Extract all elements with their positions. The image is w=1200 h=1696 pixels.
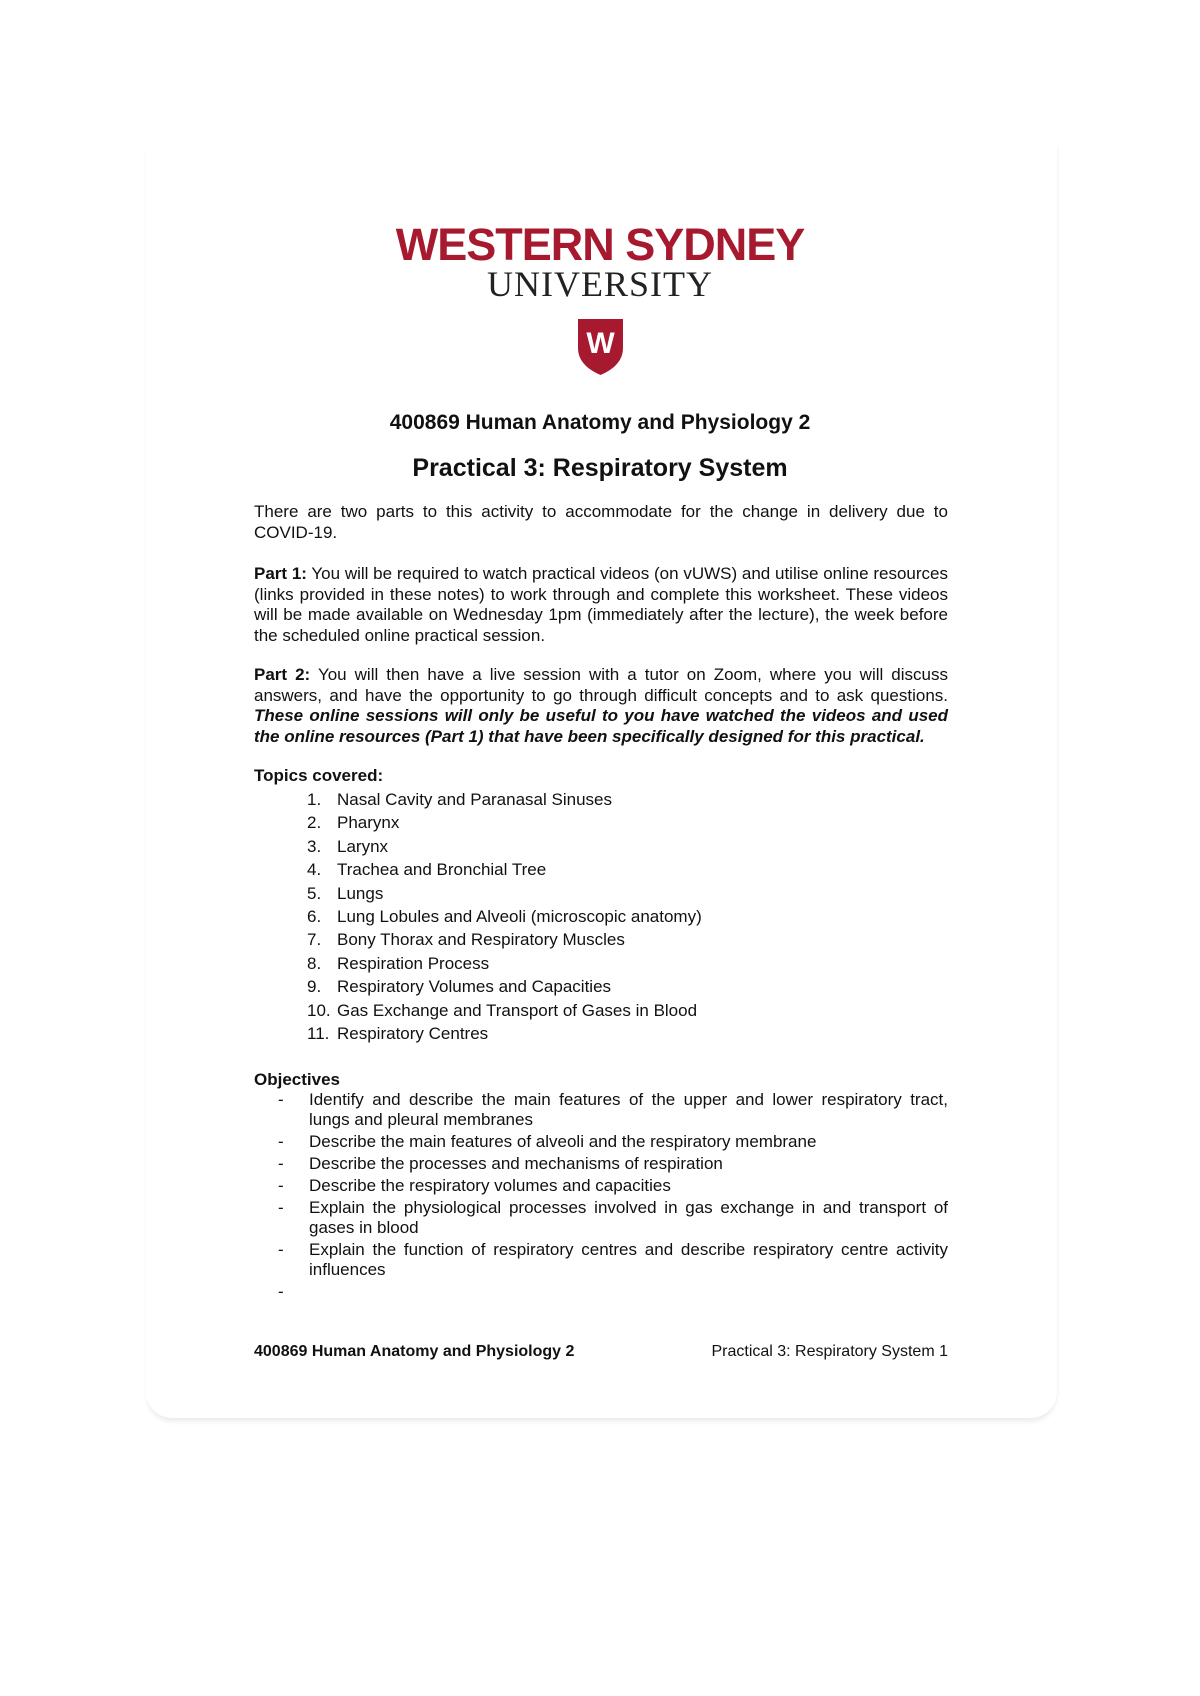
topic-text: Larynx bbox=[337, 836, 389, 856]
objective-item bbox=[278, 1240, 948, 1280]
shield-letter: W bbox=[586, 327, 615, 360]
objective-text: Describe the processes and mechanisms of respiration bbox=[309, 1154, 723, 1173]
footer-page-label: Practical 3: Respiratory System 1 bbox=[711, 1343, 948, 1360]
topic-item bbox=[307, 858, 702, 881]
part1-label: Part 1: bbox=[254, 564, 307, 583]
course-title: 400869 Human Anatomy and Physiology 2 bbox=[389, 411, 811, 434]
topic-number: 8. bbox=[307, 953, 322, 973]
topic-text: Lungs bbox=[337, 883, 384, 903]
part2-emphasis: These online sessions will only be useful to you have watched the videos and used the online resources (Part 1) that have been specifically designed for this practical. bbox=[254, 706, 948, 746]
practical-title: Practical 3: Respiratory System bbox=[412, 454, 788, 482]
university-logo-subtitle: UNIVERSITY bbox=[487, 264, 713, 304]
topic-text: Trachea and Bronchial Tree bbox=[337, 860, 547, 880]
part1-paragraph bbox=[254, 564, 948, 646]
part2-label: Part 2: bbox=[254, 665, 311, 684]
topic-item bbox=[307, 811, 702, 834]
topic-text: Respiration Process bbox=[337, 953, 490, 973]
part2-text: You will then have a live session with a tutor on Zoom, where you will discuss answers, and have the opportunity to go through difficult concepts and to ask questions. bbox=[254, 665, 948, 705]
intro-paragraph: There are two parts to this activity to accommodate for the change in delivery due to COVID-19. bbox=[254, 502, 948, 542]
university-logo-wordmark: WESTERN SYDNEY bbox=[395, 219, 805, 270]
objective-text: Identify and describe the main features of the upper and lower respiratory tract, lungs and pleural membranes bbox=[309, 1090, 948, 1129]
topic-text: Lung Lobules and Alveoli (microscopic anatomy) bbox=[337, 906, 702, 926]
objective-bullet: - bbox=[278, 1090, 284, 1109]
topic-item bbox=[307, 882, 702, 905]
footer-course: 400869 Human Anatomy and Physiology 2 bbox=[254, 1343, 575, 1360]
topic-number: 5. bbox=[307, 883, 322, 903]
topic-number: 11. bbox=[307, 1023, 330, 1043]
objective-text bbox=[309, 1282, 948, 1302]
topic-item bbox=[307, 835, 702, 858]
topic-number: 3. bbox=[307, 836, 322, 856]
part2-paragraph bbox=[254, 665, 948, 747]
topic-item bbox=[307, 952, 702, 975]
objective-bullet: - bbox=[278, 1282, 284, 1301]
objective-bullet: - bbox=[278, 1132, 284, 1151]
topic-text: Respiratory Volumes and Capacities bbox=[337, 977, 612, 997]
topic-text: Respiratory Centres bbox=[337, 1023, 489, 1043]
topic-text: Pharynx bbox=[337, 813, 400, 833]
objective-text: Explain the function of respiratory centres and describe respiratory centre activity influences bbox=[309, 1240, 948, 1279]
objective-text: Explain the physiological processes involved in gas exchange in and transport of gases in blood bbox=[309, 1198, 948, 1237]
topic-text: Nasal Cavity and Paranasal Sinuses bbox=[337, 790, 612, 809]
topic-number: 1. bbox=[307, 790, 322, 809]
topic-item bbox=[307, 975, 702, 998]
objective-bullet: - bbox=[278, 1176, 284, 1195]
objective-item bbox=[278, 1090, 948, 1130]
objective-item bbox=[278, 1154, 948, 1174]
topic-number: 6. bbox=[307, 906, 322, 926]
topic-number: 2. bbox=[307, 813, 322, 833]
topic-number: 10. bbox=[307, 1000, 331, 1020]
topics-list bbox=[307, 788, 702, 1045]
topic-item bbox=[307, 788, 702, 811]
topic-item bbox=[307, 905, 702, 928]
objective-item bbox=[278, 1176, 948, 1196]
objectives-heading: Objectives bbox=[254, 1070, 340, 1089]
objective-item bbox=[278, 1198, 948, 1238]
objectives-list bbox=[278, 1090, 948, 1304]
topic-number: 9. bbox=[307, 977, 322, 997]
objective-bullet: - bbox=[278, 1198, 284, 1217]
topic-text: Gas Exchange and Transport of Gases in Blood bbox=[337, 1000, 698, 1020]
objective-bullet: - bbox=[278, 1240, 284, 1259]
topic-item bbox=[307, 928, 702, 951]
objective-text: Describe the respiratory volumes and capacities bbox=[309, 1176, 671, 1195]
objective-item bbox=[278, 1282, 948, 1302]
part1-text: You will be required to watch practical videos (on vUWS) and utilise online resources (links provided in these notes) to work through and complete this worksheet. These videos will be made available on Wednesday 1pm (immediately after the lecture), the week before the scheduled online practical session. bbox=[254, 564, 948, 645]
objective-item bbox=[278, 1132, 948, 1152]
university-shield-icon bbox=[577, 318, 624, 376]
topic-number: 4. bbox=[307, 860, 322, 880]
topic-text: Bony Thorax and Respiratory Muscles bbox=[337, 930, 625, 950]
topic-number: 7. bbox=[307, 930, 322, 950]
objective-bullet: - bbox=[278, 1154, 284, 1173]
topic-item bbox=[307, 1022, 702, 1045]
topics-heading: Topics covered: bbox=[254, 766, 384, 785]
objective-text: Describe the main features of alveoli and the respiratory membrane bbox=[309, 1132, 817, 1151]
topic-item bbox=[307, 999, 702, 1022]
